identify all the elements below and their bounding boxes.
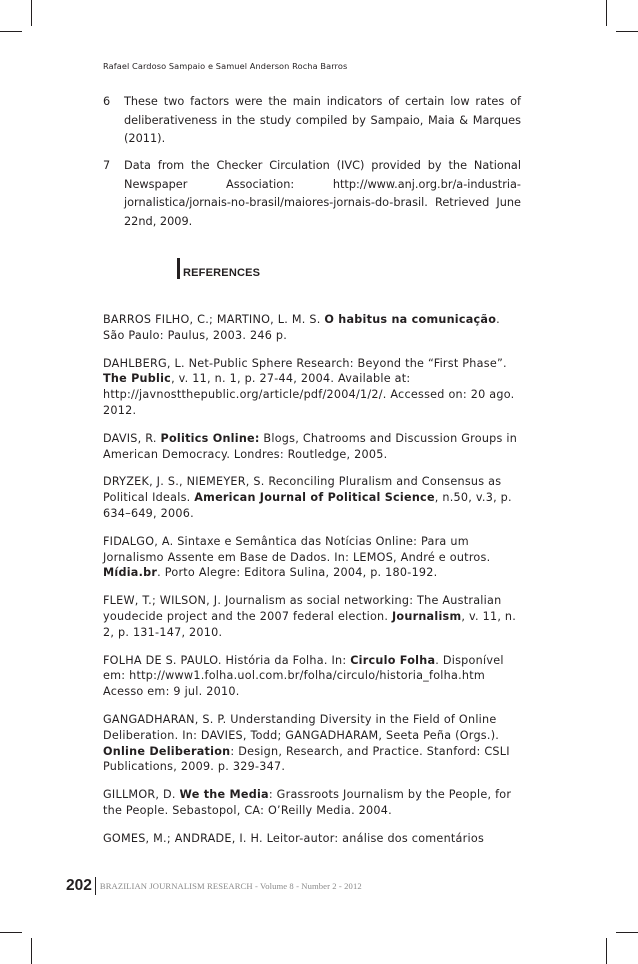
crop-mark [616, 932, 638, 933]
endnote-number: 7 [103, 159, 111, 172]
reference-title: Politics Online: [160, 431, 260, 445]
reference-text: , v. 11, n. 2, p. 131-147, 2010. [103, 609, 517, 639]
footer-divider [95, 877, 96, 895]
reference-title: O habitus na comunicação [324, 313, 497, 326]
reference-text: FOLHA DE S. PAULO. História da Folha. In: [103, 653, 351, 667]
crop-mark [31, 0, 32, 26]
endnote-7 [103, 157, 521, 231]
endnote-text: Data from the Checker Circulation (IVC) provided by the National Newspaper Association: http://www.anj.org.br/a-industria-jornalistica/jornais-no-brasil/maiores-jornais-do-brasil. Retrieved June 22nd, 2009. [124, 159, 521, 228]
reference-entry [103, 356, 521, 419]
reference-title: The Public [103, 372, 172, 386]
reference-text: BARROS FILHO, C.; MARTINO, L. M. S. [103, 313, 325, 326]
reference-text: , v. 11, n. 1, p. 27-44, 2004. Available at: http://javnostthepublic.org/article/pdf/2004/1/2/. Accessed on: 20 ago. 2012. [103, 372, 515, 417]
reference-entry [103, 312, 521, 344]
running-head: Rafael Cardoso Sampaio e Samuel Anderson Rocha Barros [103, 61, 348, 71]
reference-title: Mídia.br [103, 566, 158, 580]
reference-text: GANGADHARAN, S. P. Understanding Diversity in the Field of Online Deliberation. In: DAVIES, Todd; GANGADHARAM, Seeta Peña (Orgs.). [103, 712, 500, 742]
references-heading-text: REFERENCES [183, 267, 261, 279]
reference-list [103, 312, 521, 859]
endnote-text: These two factors were the main indicators of certain low rates of deliberativeness in the study compiled by Sampaio, Maia & Marques (2011). [124, 95, 521, 145]
reference-title: Online Deliberation [103, 744, 231, 758]
crop-mark [0, 932, 22, 933]
reference-title: Circulo Folha [350, 653, 436, 667]
page-number: 202 [66, 877, 92, 894]
reference-text: : Grassroots Journalism by the People, for the People. Sebastopol, CA: O’Reilly Media. 2004. [103, 788, 512, 817]
crop-mark [31, 938, 32, 964]
reference-title: Journalism [392, 609, 462, 623]
endnote-number: 6 [103, 95, 111, 108]
reference-text: DAVIS, R. [103, 431, 161, 445]
reference-title: We the Media [179, 788, 269, 802]
reference-text: GOMES, M.; ANDRADE, I. H. Leitor-autor: análise dos comentários [103, 831, 485, 845]
journal-name: BRAZILIAN JOURNALISM RESEARCH - Volume 8 - Number 2 - 2012 [99, 881, 362, 891]
reference-entry [103, 593, 521, 640]
reference-text: FLEW, T.; WILSON, J. Journalism as social networking: The Australian youdecide project and the 2007 federal election. [103, 594, 502, 623]
reference-text: FIDALGO, A. Sintaxe e Semântica das Notícias Online: Para um Jornalismo Assente em Base de Dados. In: LEMOS, André e outros. [103, 534, 491, 564]
crop-mark [616, 31, 638, 32]
reference-entry [103, 534, 521, 581]
reference-text: : Design, Research, and Practice. Stanford: CSLI Publications, 2009. p. 329-347. [103, 744, 510, 774]
reference-text: . São Paulo: Paulus, 2003. 246 p. [103, 313, 500, 342]
reference-text: . Porto Alegre: Editora Sulina, 2004, p. 180-192. [157, 566, 438, 580]
reference-text: GILLMOR, D. [103, 788, 180, 802]
reference-text: DAHLBERG, L. Net-Public Sphere Research: Beyond the “First Phase”. [103, 356, 507, 370]
crop-mark [606, 0, 607, 26]
heading-bar [177, 258, 180, 279]
crop-mark [606, 938, 607, 964]
reference-text: , n.50, v.3, p. 634–649, 2006. [103, 491, 512, 520]
reference-entry [103, 431, 521, 463]
reference-text: . Disponível em: http://www1.folha.uol.com.br/folha/circulo/historia_folha.htm Acesso em: 9 jul. 2010. [103, 653, 504, 699]
endnote-6 [103, 93, 521, 149]
page-footer [66, 877, 362, 895]
reference-entry [103, 831, 521, 847]
reference-title: American Journal of Political Science [194, 491, 435, 505]
references-heading [177, 258, 260, 279]
reference-entry [103, 474, 521, 521]
reference-entry [103, 787, 521, 819]
reference-text: DRYZEK, J. S., NIEMEYER, S. Reconciling Pluralism and Consensus as Political Ideals. [103, 475, 502, 505]
reference-entry [103, 712, 521, 775]
crop-mark [0, 31, 22, 32]
reference-entry [103, 653, 521, 700]
reference-text: Blogs, Chatrooms and Discussion Groups in American Democracy. Londres: Routledge, 2005. [103, 431, 518, 461]
